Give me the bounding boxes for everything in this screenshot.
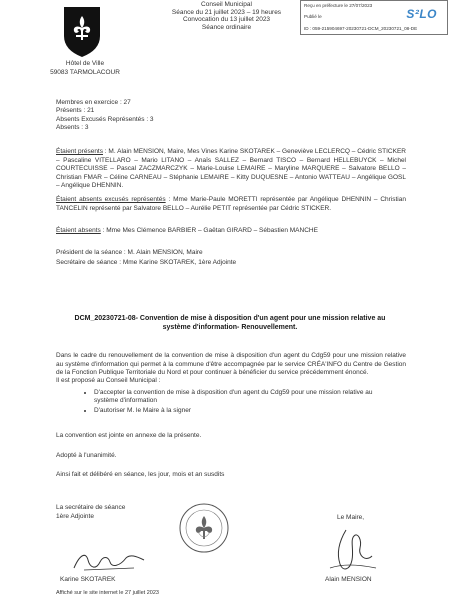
stamp-id: ID : 059-215904697-20230721-DCM_20230721_08-DE: [304, 26, 418, 31]
present-text: : M. Alain MENSION, Maire, Mes Vines Karine SKOTAREK – Geneviève LECLERCQ – Cédric STICKER – Pascaline VITELLARO – Mario LITANO – Anaïs SALLEZ – Bernard TISCO – Bernard HELLEBUYCK – Michel COURTECUISSE – Pascal ZACZMARCZYK – Marie-Louise LEMAIRE – Maryline MARQUERE – Salvatore BELLO – Christian FMAR – Céline CARNEAU – Stéphanie LEMAIRE – Kitty DUQUESNE – Antonio WATTEAU – Angélique GOSL – Angélique DHENNIN.: [56, 148, 406, 189]
absent-label: Étaient absents: [56, 227, 101, 234]
mayor-role: Le Maire,: [337, 514, 365, 521]
proposal-list: [84, 389, 384, 416]
president-line: Président de la séance : M. Alain MENSION, Maire: [56, 249, 203, 256]
town-postal-label: 59083 TARMOLACOUR: [50, 68, 120, 76]
count-represented: Absents Excusés Représentés : 3: [56, 115, 154, 123]
stamp-received: Reçu en préfecture le 27/07/2023: [304, 3, 373, 8]
represented-members: [56, 196, 406, 213]
posting-footer: Affiché sur le site internet le 27 juillet 2023: [56, 590, 159, 596]
present-members: [56, 148, 406, 191]
absent-text: : Mme Mes Clémence BARBIER – Gaëtan GIRARD – Sébastien MANCHE: [100, 227, 318, 234]
town-hall-label: Hôtel de Ville: [65, 60, 105, 67]
adoption-result: Adopté à l'unanimité.: [56, 452, 117, 459]
session-council: Conseil Municipal: [201, 1, 252, 8]
annex-note: La convention est jointe en annexe de la présente.: [56, 432, 202, 439]
secretary-line: Secrétaire de séance : Mme Karine SKOTAREK, 1ère Adjointe: [56, 259, 237, 266]
count-absent: Absents : 3: [56, 124, 89, 132]
municipal-seal-icon: [178, 502, 230, 554]
member-counts: [56, 99, 154, 133]
session-date: Séance du 21 juillet 2023 – 19 heures: [171, 8, 282, 16]
secretary-signature: [70, 548, 150, 574]
session-header: [154, 1, 299, 31]
absent-members: [56, 227, 406, 236]
mayor-name: Alain MENSION: [325, 576, 372, 583]
secretary-role: La secrétaire de séance: [56, 504, 126, 511]
closing-formula: Ainsi fait et délibéré en séance, les jour, mois et an susdits: [56, 471, 225, 478]
list-item: • D'autoriser M. le Maire à la signer: [94, 407, 384, 415]
secretary-name: Karine SKOTAREK: [60, 576, 116, 583]
session-type: Séance ordinaire: [201, 23, 252, 31]
deliberation-body: Dans le cadre du renouvellement de la convention de mise à disposition d'un agent du Cdg59 pour une mission relative au système d'information qui permet à la commune d'être accompagnée par le service CRÉA'INFO du Centre de Gestion de la Fonction Publique Territoriale du Nord et pour continuer à bénéficier du service précédemment énoncé.: [56, 352, 406, 376]
stamp-published: Publié le: [304, 14, 322, 19]
town-address: [40, 60, 130, 77]
count-members: Membres en exercice : 27: [56, 99, 131, 106]
present-label: Étaient présents: [56, 148, 103, 155]
deliberation-title: DCM_20230721-08- Convention de mise à disposition d'un agent pour une mission relative au système d'information- Renouvellement.: [74, 315, 386, 331]
list-item: • D'accepter la convention de mise à disposition d'un agent du Cdg59 pour une mission relative au système d'information: [94, 389, 384, 406]
mayor-signature: [310, 526, 390, 576]
secretary-title: 1ère Adjointe: [56, 513, 94, 520]
prefecture-stamp: [300, 0, 448, 35]
town-crest-icon: [63, 6, 101, 58]
count-present: Présents : 21: [56, 107, 95, 115]
represented-label: Étaient absents excusés représentés: [56, 196, 166, 203]
represented-text: : Mme Marie-Paule MORETTI représentée par Angélique DHENNIN – Christian TANCELIN représenté par Salvatore BELLO – Aurélie PETIT représentée par Cédric STICKER.: [56, 196, 406, 212]
proposal-intro: Il est proposé au Conseil Municipal :: [56, 377, 161, 384]
stamp-logo: S²LO: [406, 7, 437, 21]
session-convocation: Convocation du 13 juillet 2023: [182, 16, 271, 24]
